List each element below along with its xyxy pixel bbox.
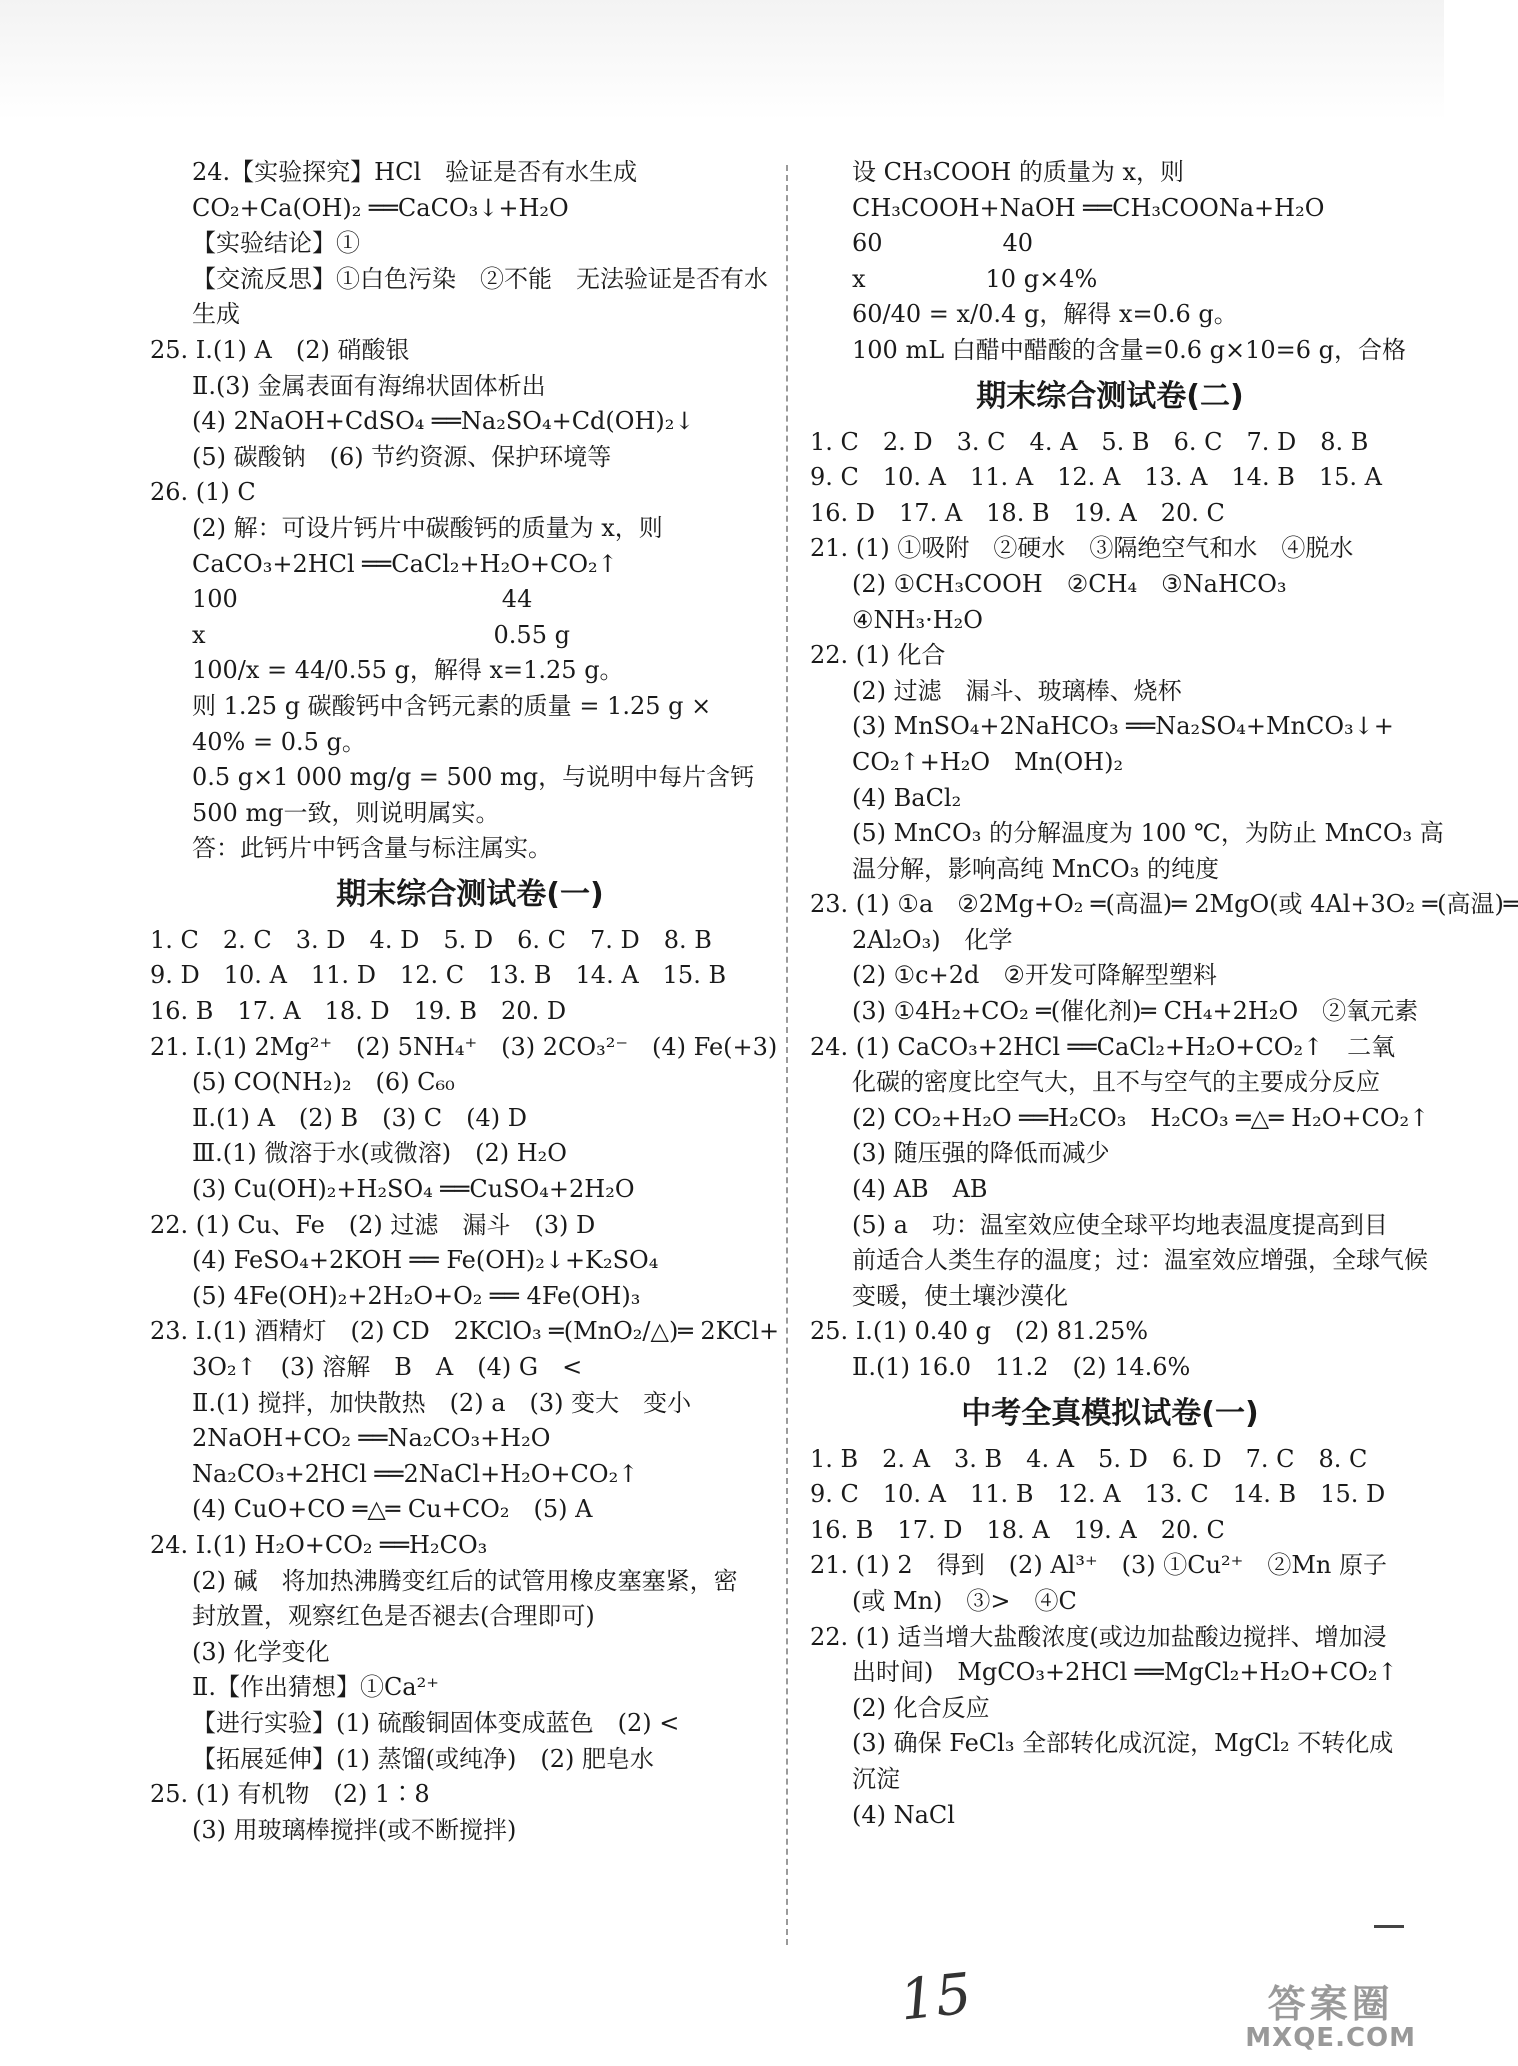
answer-line: 21. (1) ①吸附 ②硬水 ③隔绝空气和水 ④脱水 bbox=[810, 534, 1354, 563]
answer-line: (5) 4Fe(OH)₂+2H₂O+O₂ ══ 4Fe(OH)₃ bbox=[192, 1281, 641, 1310]
answer-line: 16. B 17. D 18. A 19. A 20. C bbox=[810, 1515, 1225, 1544]
answer-line: (5) 碳酸钠 (6) 节约资源、保护环境等 bbox=[192, 442, 612, 471]
answer-line: 16. D 17. A 18. B 19. A 20. C bbox=[810, 498, 1225, 527]
site-watermark bbox=[1245, 1981, 1416, 2053]
answer-line: 9. C 10. A 11. B 12. A 13. C 14. B 15. D bbox=[810, 1480, 1386, 1509]
answer-line: 变暖，使土壤沙漠化 bbox=[852, 1281, 1068, 1310]
answer-line: (4) CuO+CO ═△═ Cu+CO₂ (5) A bbox=[192, 1495, 593, 1524]
answer-line: (5) a 功：温室效应使全球平均地表温度提高到目 bbox=[852, 1210, 1388, 1239]
answer-line: (3) Cu(OH)₂+H₂SO₄ ══CuSO₄+2H₂O bbox=[192, 1175, 635, 1204]
answer-line: 答：此钙片中钙含量与标注属实。 bbox=[192, 834, 552, 863]
column-divider bbox=[786, 165, 788, 1945]
answer-line: 22. (1) 化合 bbox=[810, 641, 946, 670]
answer-line: 21. Ⅰ.(1) 2Mg²⁺ (2) 5NH₄⁺ (3) 2CO₃²⁻ (4) Fe(+3) bbox=[150, 1032, 778, 1061]
answer-line: 25. Ⅰ.(1) A (2) 硝酸银 bbox=[150, 335, 410, 364]
answer-line: 24.【实验探究】HCl 验证是否有水生成 bbox=[192, 158, 638, 186]
answer-line: Ⅲ.(1) 微溶于水(或微溶) (2) H₂O bbox=[192, 1139, 567, 1168]
answer-line: 【实验结论】① bbox=[192, 229, 360, 258]
answer-line: (4) 2NaOH+CdSO₄ ══Na₂SO₄+Cd(OH)₂↓ bbox=[192, 407, 695, 436]
answer-line: (4) BaCl₂ bbox=[852, 783, 962, 812]
answer-line: 23. (1) ①a ②2Mg+O₂ ═(高温)═ 2MgO(或 4Al+3O₂ ═(高温)═ bbox=[810, 890, 1518, 919]
answer-line: 设 CH₃COOH 的质量为 x，则 bbox=[852, 158, 1184, 186]
answer-line: 0.5 g×1 000 mg/g = 500 mg，与说明中每片含钙 bbox=[192, 763, 755, 792]
section-heading: 期末综合测试卷(二) bbox=[976, 378, 1244, 414]
answer-line: 则 1.25 g 碳酸钙中含钙元素的质量 = 1.25 g × bbox=[192, 691, 712, 720]
watermark-title: 答案圈 bbox=[1267, 1981, 1394, 2026]
answer-line: 温分解，影响高纯 MnCO₃ 的纯度 bbox=[852, 854, 1219, 883]
answer-line: (2) 碱 将加热沸腾变红后的试管用橡皮塞塞紧，密 bbox=[192, 1566, 738, 1595]
answer-line: 1. C 2. D 3. C 4. A 5. B 6. C 7. D 8. B bbox=[810, 427, 1369, 456]
left-answer-column bbox=[150, 155, 790, 1848]
answer-line: (3) 化学变化 bbox=[192, 1637, 330, 1666]
answer-line: 22. (1) Cu、Fe (2) 过滤 漏斗 (3) D bbox=[150, 1210, 596, 1239]
section-heading: 期末综合测试卷(一) bbox=[336, 876, 604, 912]
answer-line: 前适合人类生存的温度；过：温室效应增强，全球气候 bbox=[852, 1246, 1428, 1275]
answer-line: (5) CO(NH₂)₂ (6) C₆₀ bbox=[192, 1068, 455, 1097]
answer-line: 2Al₂O₃) 化学 bbox=[852, 925, 1013, 954]
answer-line: 25. (1) 有机物 (2) 1∶8 bbox=[150, 1780, 430, 1809]
answer-line: 生成 bbox=[192, 300, 240, 329]
right-answer-column bbox=[810, 155, 1518, 1833]
answer-line: CO₂↑+H₂O Mn(OH)₂ bbox=[852, 747, 1124, 776]
answer-line: 【交流反思】①白色污染 ②不能 无法验证是否有水 bbox=[192, 264, 768, 293]
answer-line: 【进行实验】(1) 硫酸铜固体变成蓝色 (2) < bbox=[192, 1708, 680, 1737]
answer-line: 23. Ⅰ.(1) 酒精灯 (2) CD 2KClO₃ ═(MnO₂/△)═ 2KCl+ bbox=[150, 1317, 780, 1346]
answer-line: (4) AB AB bbox=[852, 1175, 988, 1204]
answer-line: x 10 g×4% bbox=[852, 264, 1098, 293]
corner-mark bbox=[1374, 1925, 1404, 1928]
answer-line: (2) ①CH₃COOH ②CH₄ ③NaHCO₃ bbox=[852, 569, 1287, 598]
handwritten-page-number: 15 bbox=[896, 1961, 975, 2034]
answer-line: (3) 随压强的降低而减少 bbox=[852, 1139, 1110, 1168]
answer-line: (5) MnCO₃ 的分解温度为 100 ℃，为防止 MnCO₃ 高 bbox=[852, 819, 1444, 848]
answer-line: (4) FeSO₄+2KOH ══ Fe(OH)₂↓+K₂SO₄ bbox=[192, 1246, 659, 1275]
answer-line: 24. (1) CaCO₃+2HCl ══CaCl₂+H₂O+CO₂↑ 二氧 bbox=[810, 1032, 1396, 1061]
answer-line: (2) 过滤 漏斗、玻璃棒、烧杯 bbox=[852, 676, 1182, 705]
answer-line: (2) 解：可设片钙片中碳酸钙的质量为 x，则 bbox=[192, 513, 663, 542]
answer-line: 60 40 bbox=[852, 229, 1034, 258]
answer-line: (3) 用玻璃棒搅拌(或不断搅拌) bbox=[192, 1815, 517, 1844]
answer-line: Ⅱ.(1) 搅拌，加快散热 (2) a (3) 变大 变小 bbox=[192, 1388, 692, 1417]
answer-line: 21. (1) 2 得到 (2) Al³⁺ (3) ①Cu²⁺ ②Mn 原子 bbox=[810, 1551, 1388, 1580]
answer-line: ④NH₃·H₂O bbox=[852, 605, 983, 634]
answer-line: 24. Ⅰ.(1) H₂O+CO₂ ══H₂CO₃ bbox=[150, 1530, 488, 1559]
answer-line: (3) ①4H₂+CO₂ ═(催化剂)═ CH₄+2H₂O ②氧元素 bbox=[852, 997, 1419, 1026]
answer-line: 40% = 0.5 g。 bbox=[192, 727, 366, 756]
watermark-url: MXQE.COM bbox=[1245, 2022, 1416, 2053]
answer-line: Na₂CO₃+2HCl ══2NaCl+H₂O+CO₂↑ bbox=[192, 1459, 639, 1488]
answer-line: 3O₂↑ (3) 溶解 B A (4) G < bbox=[192, 1353, 583, 1381]
answer-line: 100 44 bbox=[192, 585, 533, 614]
answer-line: 16. B 17. A 18. D 19. B 20. D bbox=[150, 997, 567, 1026]
answer-line: x 0.55 g bbox=[192, 620, 570, 649]
answer-line: 封放置，观察红色是否褪去(合理即可) bbox=[192, 1602, 595, 1631]
answer-line: 沉淀 bbox=[852, 1764, 900, 1793]
answer-line: CaCO₃+2HCl ══CaCl₂+H₂O+CO₂↑ bbox=[192, 549, 618, 578]
answer-line: (3) MnSO₄+2NaHCO₃ ══Na₂SO₄+MnCO₃↓+ bbox=[852, 712, 1394, 741]
answer-line: 【拓展延伸】(1) 蒸馏(或纯净) (2) 肥皂水 bbox=[192, 1744, 654, 1773]
answer-line: Ⅱ.【作出猜想】①Ca²⁺ bbox=[192, 1673, 439, 1702]
answer-line: 500 mg一致，则说明属实。 bbox=[192, 798, 500, 827]
answer-line: (2) 化合反应 bbox=[852, 1693, 990, 1722]
answer-line: CH₃COOH+NaOH ══CH₃COONa+H₂O bbox=[852, 193, 1325, 222]
answer-line: CO₂+Ca(OH)₂ ══CaCO₃↓+H₂O bbox=[192, 193, 569, 222]
answer-line: 22. (1) 适当增大盐酸浓度(或边加盐酸边搅拌、增加浸 bbox=[810, 1622, 1387, 1651]
answer-line: Ⅱ.(3) 金属表面有海绵状固体析出 bbox=[192, 371, 546, 400]
answer-line: 25. Ⅰ.(1) 0.40 g (2) 81.25% bbox=[810, 1317, 1149, 1346]
answer-line: (4) NaCl bbox=[852, 1800, 955, 1829]
answer-line: (3) 确保 FeCl₃ 全部转化成沉淀，MgCl₂ 不转化成 bbox=[852, 1729, 1394, 1758]
answer-line: 1. C 2. C 3. D 4. D 5. D 6. C 7. D 8. B bbox=[150, 925, 712, 954]
answer-line: 26. (1) C bbox=[150, 478, 256, 507]
answer-line: 1. B 2. A 3. B 4. A 5. D 6. D 7. C 8. C bbox=[810, 1444, 1368, 1473]
answer-line: 2NaOH+CO₂ ══Na₂CO₃+H₂O bbox=[192, 1424, 551, 1453]
answer-line: 9. D 10. A 11. D 12. C 13. B 14. A 15. B bbox=[150, 961, 727, 990]
answer-line: 9. C 10. A 11. A 12. A 13. A 14. B 15. A bbox=[810, 463, 1382, 492]
answer-line: Ⅱ.(1) A (2) B (3) C (4) D bbox=[192, 1103, 528, 1132]
answer-line: 化碳的密度比空气大，且不与空气的主要成分反应 bbox=[852, 1068, 1380, 1097]
page-top-shade bbox=[0, 0, 1444, 120]
answer-line: 出时间) MgCO₃+2HCl ══MgCl₂+H₂O+CO₂↑ bbox=[852, 1658, 1398, 1687]
answer-line: 60/40 = x/0.4 g，解得 x=0.6 g。 bbox=[852, 300, 1238, 329]
answer-line: (或 Mn) ③> ④C bbox=[852, 1586, 1077, 1615]
answer-line: Ⅱ.(1) 16.0 11.2 (2) 14.6% bbox=[852, 1353, 1191, 1381]
answer-line: (2) ①c+2d ②开发可降解型塑料 bbox=[852, 961, 1217, 990]
section-heading: 中考全真模拟试卷(一) bbox=[961, 1395, 1259, 1431]
answer-line: (2) CO₂+H₂O ══H₂CO₃ H₂CO₃ ═△═ H₂O+CO₂↑ bbox=[852, 1103, 1430, 1132]
answer-line: 100/x = 44/0.55 g，解得 x=1.25 g。 bbox=[192, 656, 624, 685]
answer-line: 100 mL 白醋中醋酸的含量=0.6 g×10=6 g，合格 bbox=[852, 335, 1407, 364]
